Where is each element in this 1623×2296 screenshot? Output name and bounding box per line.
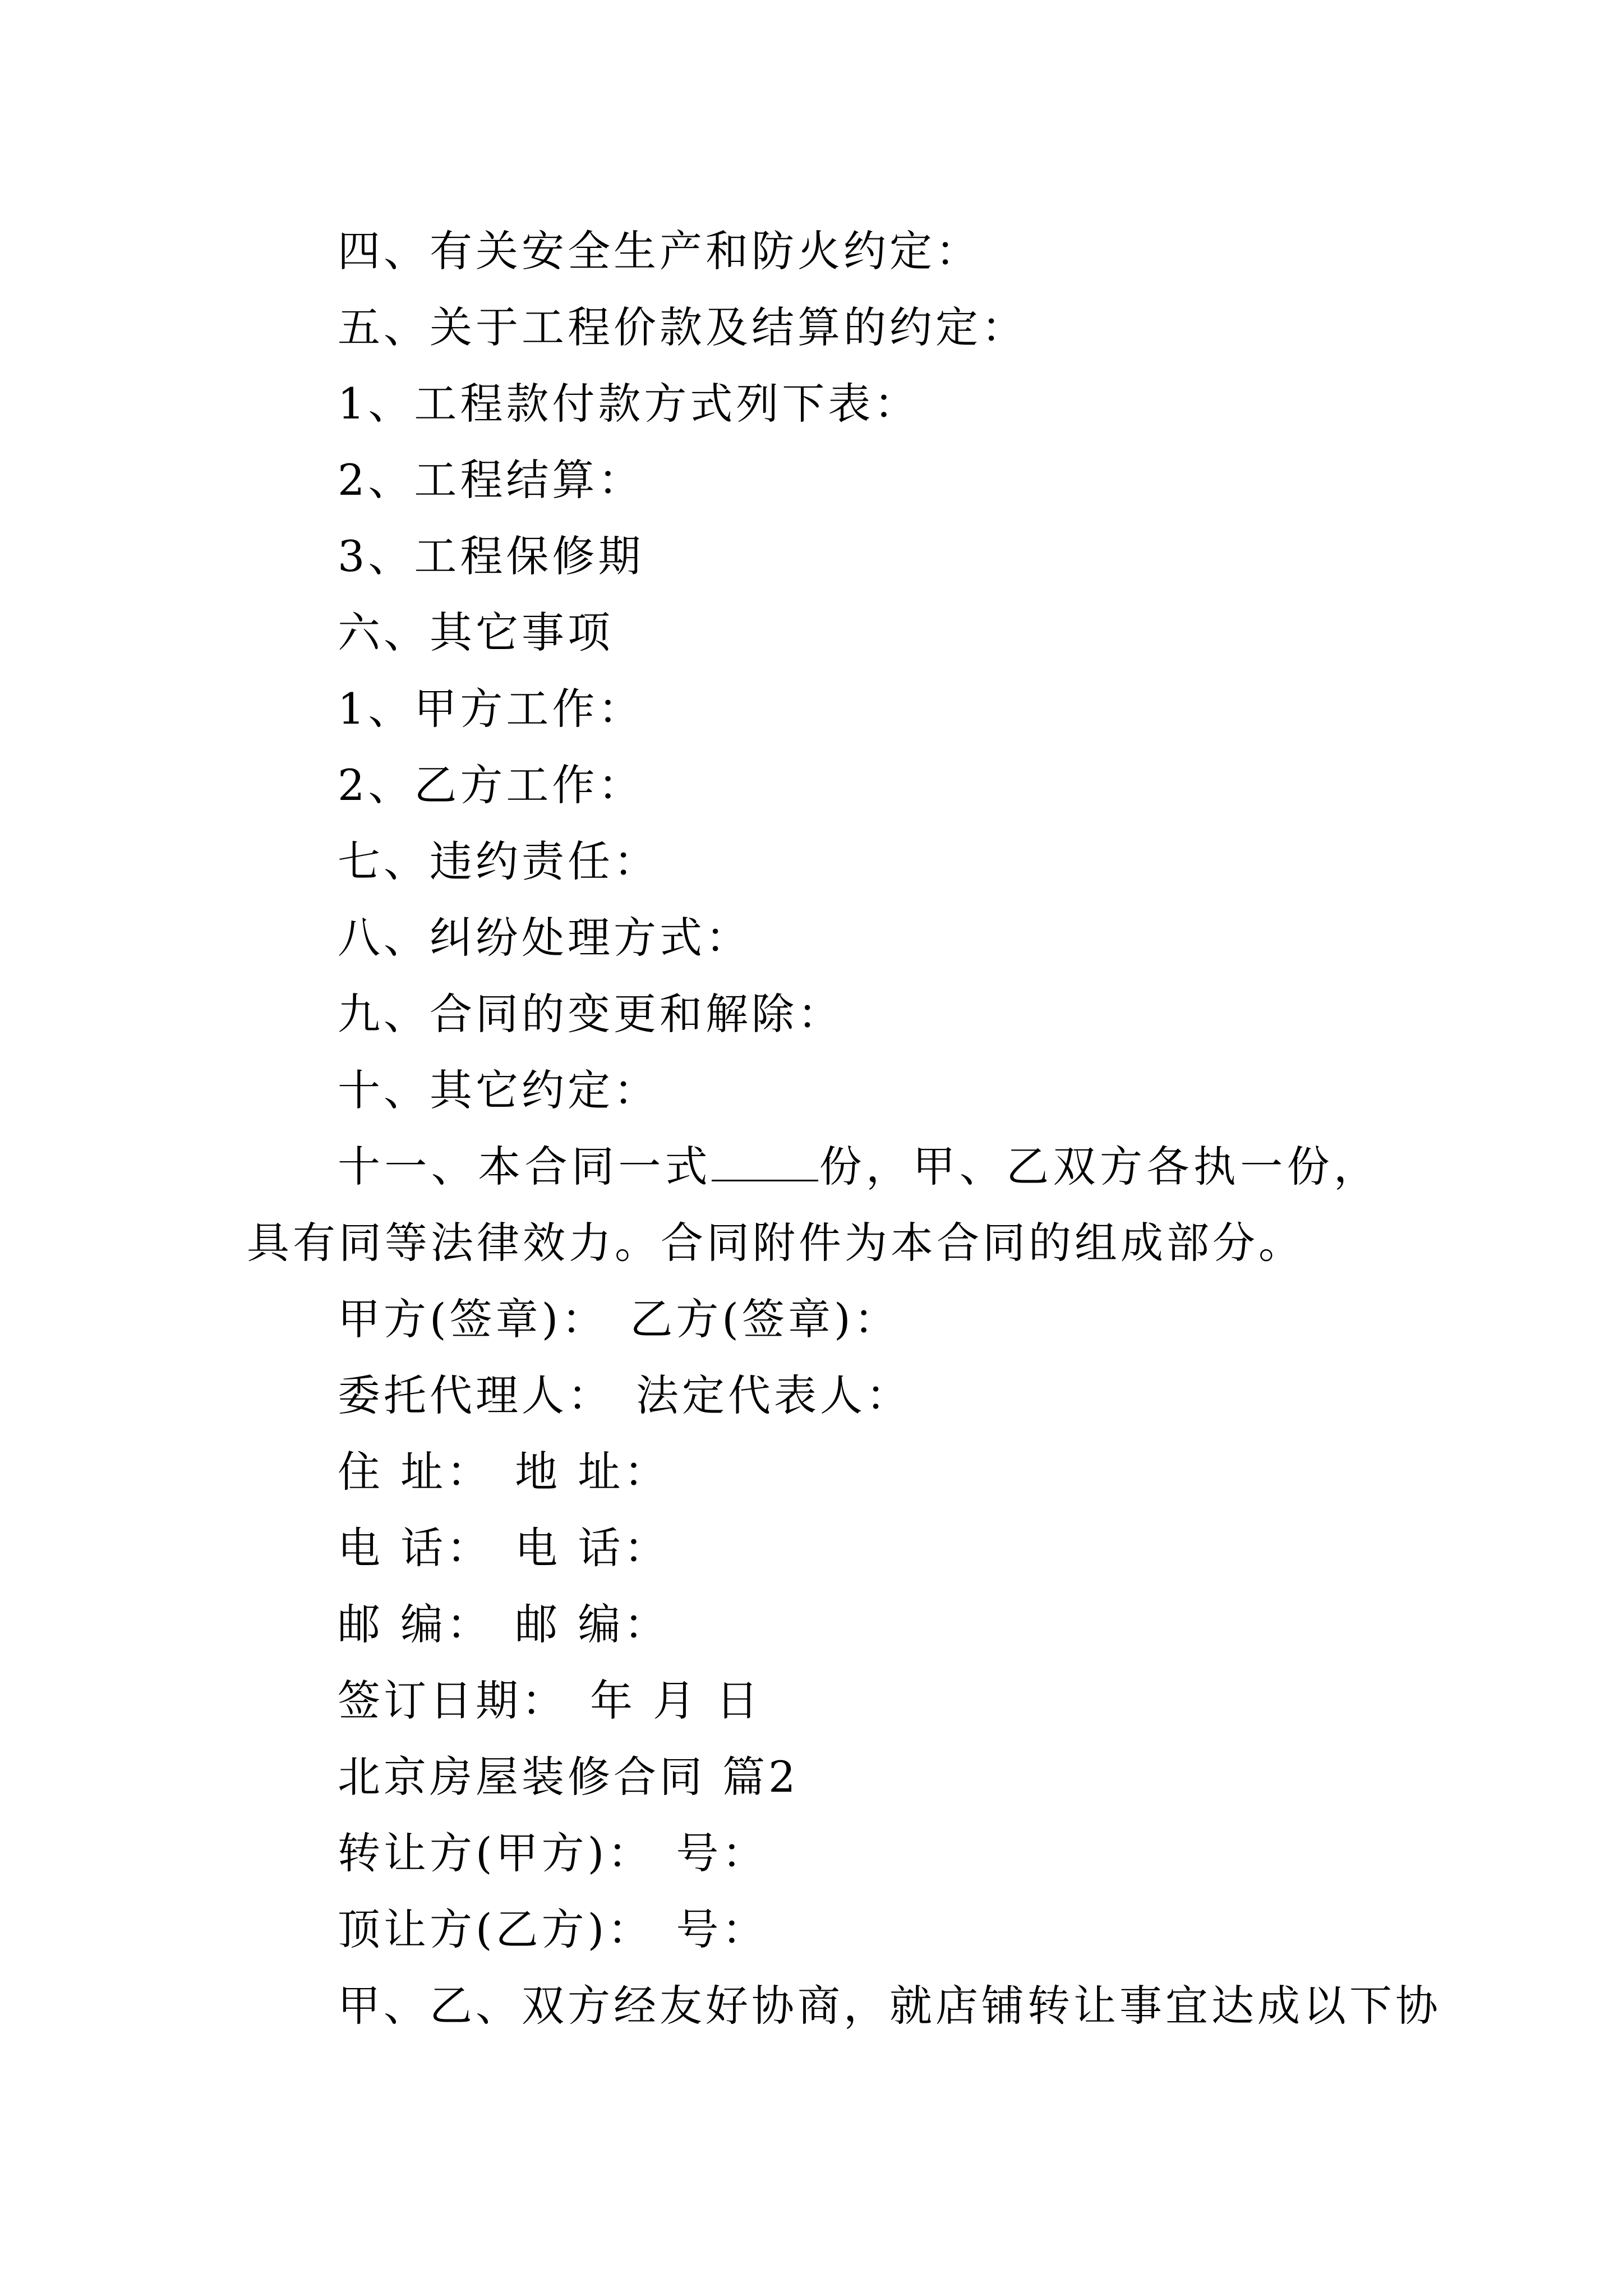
clause-11-after: 份，甲、乙双方各执一份，具有同等法律效力。合同附件为本合同的组成部分。 xyxy=(247,1142,1380,1268)
signature-representatives xyxy=(247,1358,1380,1434)
clause-4: 四、有关安全生产和防火约定： xyxy=(338,226,981,276)
clause-6: 六、其它事项 xyxy=(338,608,614,657)
signature-addresses xyxy=(247,1434,1380,1510)
section-2-heading: 北京房屋装修合同 篇2 xyxy=(338,1752,799,1802)
document-body xyxy=(247,213,1441,2044)
party-a-label: 甲方(签章)： xyxy=(338,1294,608,1344)
postcode-b-label: 邮 编： xyxy=(515,1599,670,1649)
clause-8: 八、纠纷处理方式： xyxy=(338,913,751,963)
transferee-label: 顶让方(乙方)： xyxy=(338,1904,654,1954)
phone-a-label: 电 话： xyxy=(338,1523,493,1573)
transferor-number: 号： xyxy=(676,1828,768,1878)
signature-parties xyxy=(247,1281,1380,1358)
copies-blank xyxy=(712,1146,818,1181)
postcode-a-label: 邮 编： xyxy=(338,1599,493,1649)
transferor-label: 转让方(甲方)： xyxy=(338,1828,654,1878)
clause-10: 十、其它约定： xyxy=(338,1065,660,1115)
signing-date xyxy=(247,1663,1380,1739)
phone-b-label: 电 话： xyxy=(515,1523,670,1573)
clause-5-2: 2、工程结算： xyxy=(338,455,644,505)
signature-phones xyxy=(247,1510,1380,1586)
clause-11 xyxy=(247,1129,1380,1281)
signature-postcodes xyxy=(247,1586,1380,1663)
transferee-line xyxy=(247,1892,1380,1968)
agent-label: 委托代理人： xyxy=(338,1370,614,1420)
transferee-number: 号： xyxy=(676,1904,768,1954)
date-value: 年 月 日 xyxy=(590,1676,762,1726)
clause-6-1: 1、甲方工作： xyxy=(338,684,644,734)
party-b-label: 乙方(签章)： xyxy=(630,1294,900,1344)
agreement-intro: 甲、乙、双方经友好协商，就店铺转让事宜达成以下协 xyxy=(338,1981,1441,2031)
legal-rep-label: 法定代表人： xyxy=(636,1370,912,1420)
transferor-line xyxy=(247,1815,1380,1892)
clause-6-2: 2、乙方工作： xyxy=(338,760,644,810)
clause-7: 七、违约责任： xyxy=(338,836,660,886)
clause-5-1: 1、工程款付款方式列下表： xyxy=(338,379,920,429)
clause-11-before: 十一、本合同一式 xyxy=(338,1142,712,1191)
residence-label: 住 址： xyxy=(338,1447,493,1497)
clause-5: 五、关于工程价款及结算的约定： xyxy=(338,302,1027,352)
clause-9: 九、合同的变更和解除： xyxy=(338,989,843,1039)
clause-5-3: 3、工程保修期 xyxy=(338,531,644,581)
date-label: 签订日期： xyxy=(338,1676,568,1726)
address-label: 地 址： xyxy=(515,1447,670,1497)
